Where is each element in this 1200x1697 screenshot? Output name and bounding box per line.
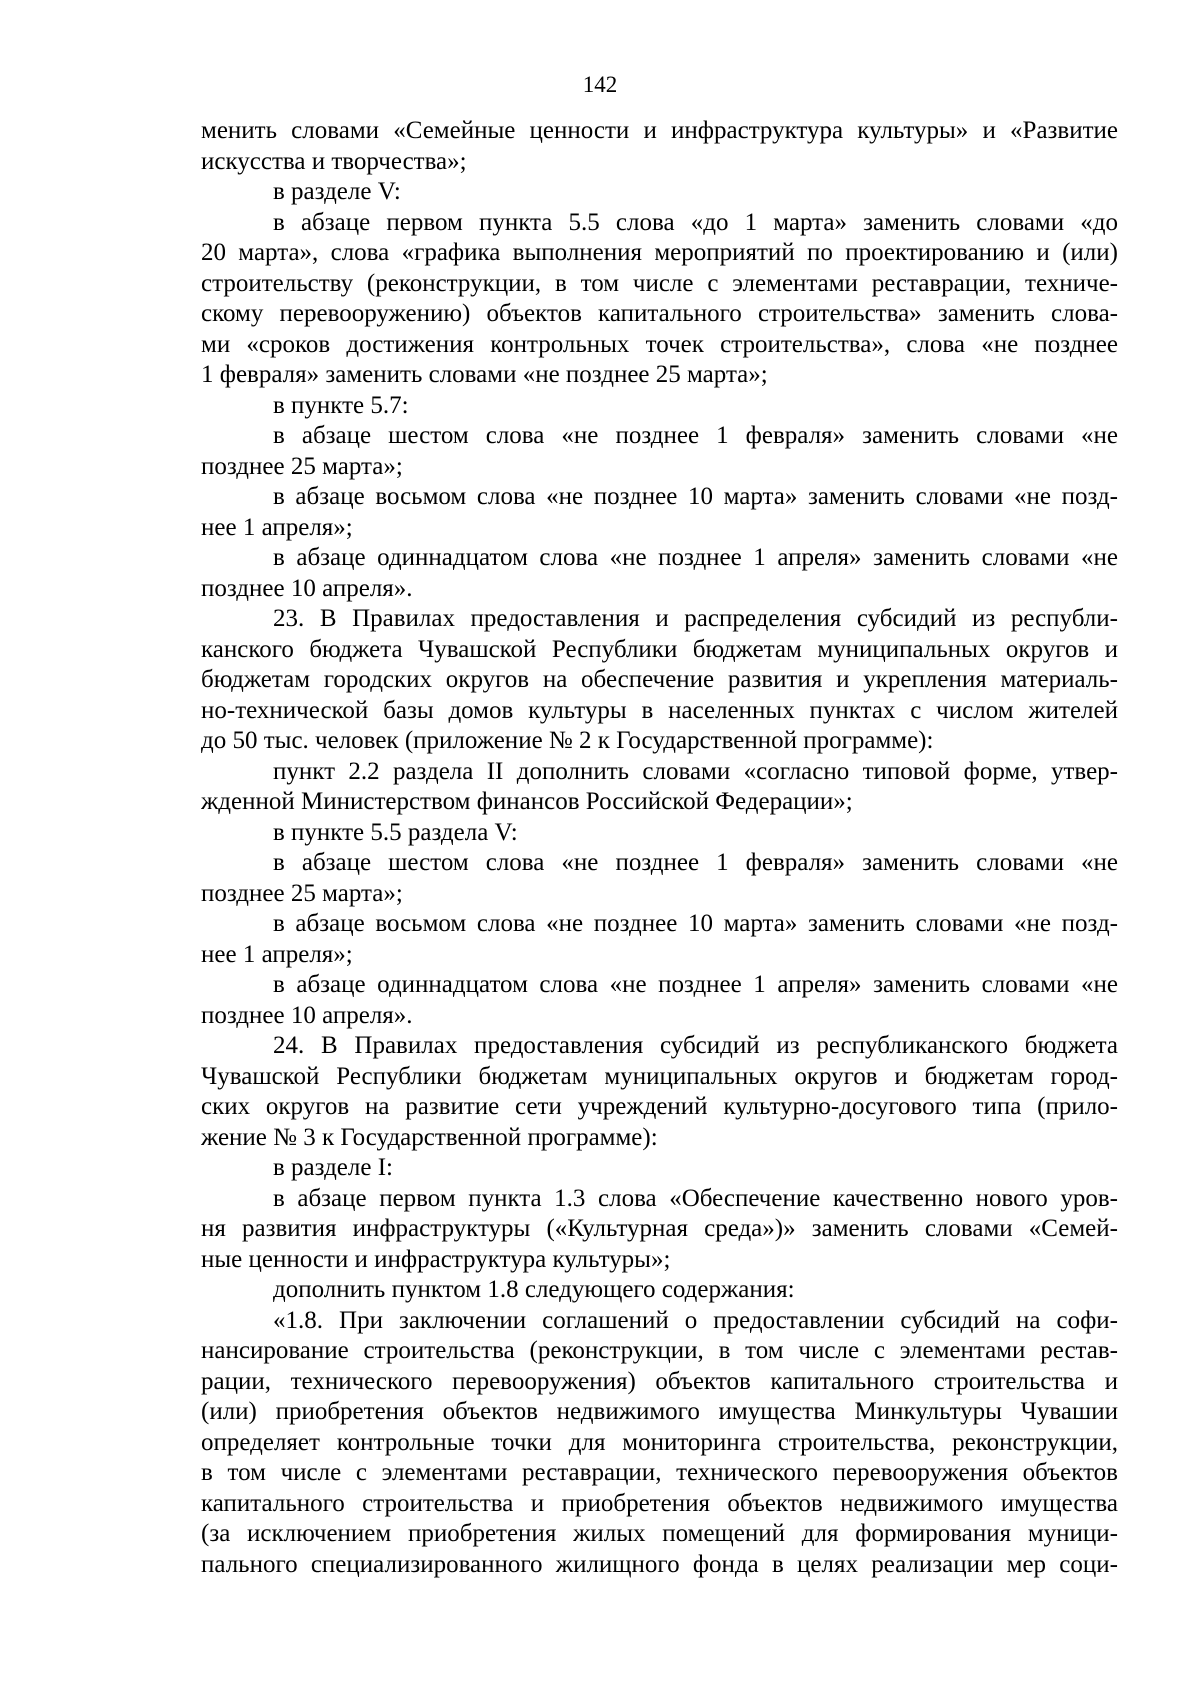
text-line: в абзаце первом пункта 1.3 слова «Обеспечение качественно нового уров- xyxy=(273,1184,1118,1212)
text-line: позднее 25 марта»; xyxy=(201,879,403,907)
text-line: в том числе с элементами реставрации, технического перевооружения объектов xyxy=(201,1459,1118,1486)
text-line: позднее 10 апреля». xyxy=(201,574,413,602)
text-line: ные ценности и инфраструктура культуры»; xyxy=(201,1245,671,1273)
text-line: бюджетам городских округов на обеспечение развития и укрепления материаль- xyxy=(201,666,1118,693)
text-line: капитального строительства и приобретения объектов недвижимого имущества xyxy=(201,1489,1118,1517)
text-line: ми «сроков достижения контрольных точек строительства», слова «не позднее xyxy=(201,330,1118,358)
text-line: в абзаце шестом слова «не позднее 1 февраля» заменить словами «не xyxy=(273,422,1118,449)
text-line: в абзаце восьмом слова «не позднее 10 марта» заменить словами «не позд- xyxy=(273,910,1118,937)
text-line: в разделе V: xyxy=(273,178,401,205)
text-line: жденной Министерством финансов Российской Федерации»; xyxy=(201,788,853,815)
text-line: до 50 тыс. человек (приложение № 2 к Государственной программе): xyxy=(201,727,934,754)
text-line: искусства и творчества»; xyxy=(201,147,467,175)
text-line: (или) приобретения объектов недвижимого имущества Минкультуры Чувашии xyxy=(201,1398,1118,1425)
text-line: «1.8. При заключении соглашений о предоставлении субсидий на софи- xyxy=(273,1306,1118,1334)
text-line: жение № 3 к Государственной программе): xyxy=(201,1123,658,1151)
text-line: но-технической базы домов культуры в населенных пунктах с числом жителей xyxy=(201,696,1118,724)
text-line: пального специализированного жилищного фонда в целях реализации мер соци- xyxy=(201,1550,1118,1578)
text-line: в абзаце первом пункта 5.5 слова «до 1 марта» заменить словами «до xyxy=(273,208,1118,236)
body-text xyxy=(201,116,1118,1580)
text-line: нее 1 апреля»; xyxy=(201,940,353,968)
text-line: позднее 25 марта»; xyxy=(201,452,403,480)
text-line: 24. В Правилах предоставления субсидий из республиканского бюджета xyxy=(273,1032,1118,1059)
text-line: 23. В Правилах предоставления и распределения субсидий из республи- xyxy=(273,605,1118,632)
text-line: 20 марта», слова «графика выполнения мероприятий по проектированию и (или) xyxy=(201,239,1118,266)
text-line: (за исключением приобретения жилых помещений для формирования муници- xyxy=(201,1520,1118,1547)
text-line: менить словами «Семейные ценности и инфраструктура культуры» и «Развитие xyxy=(201,117,1118,144)
text-line: канского бюджета Чувашской Республики бюджетам муниципальных округов и xyxy=(201,635,1118,663)
text-line: позднее 10 апреля». xyxy=(201,1001,413,1029)
text-line: рации, технического перевооружения) объектов капитального строительства и xyxy=(201,1367,1118,1395)
text-line: в абзаце одиннадцатом слова «не позднее 1 апреля» заменить словами «не xyxy=(273,544,1118,571)
text-line: 1 февраля» заменить словами «не позднее 25 марта»; xyxy=(201,361,768,388)
text-line: в абзаце одиннадцатом слова «не позднее 1 апреля» заменить словами «не xyxy=(273,971,1118,998)
text-line: в пункте 5.7: xyxy=(273,391,409,419)
text-line: строительству (реконструкции, в том числе с элементами реставрации, техниче- xyxy=(201,269,1118,297)
text-line: Чувашской Республики бюджетам муниципальных округов и бюджетам город- xyxy=(201,1062,1118,1090)
text-line: определяет контрольные точки для мониторинга строительства, реконструкции, xyxy=(201,1428,1118,1456)
text-line: в пункте 5.5 раздела V: xyxy=(273,818,518,846)
text-line: скому перевооружению) объектов капитального строительства» заменить слова- xyxy=(201,300,1118,327)
text-line: в разделе I: xyxy=(273,1154,393,1181)
text-line: ских округов на развитие сети учреждений культурно-досугового типа (прило- xyxy=(201,1093,1118,1120)
text-line: ня развития инфраструктуры («Культурная среда»)» заменить словами «Семей- xyxy=(201,1215,1118,1242)
page-number: 142 xyxy=(582,72,618,97)
text-line: пункт 2.2 раздела II дополнить словами «согласно типовой форме, утвер- xyxy=(273,757,1118,785)
text-line: дополнить пунктом 1.8 следующего содержания: xyxy=(273,1276,795,1303)
text-line: нансирование строительства (реконструкции, в том числе с элементами рестав- xyxy=(201,1337,1118,1364)
text-line: в абзаце шестом слова «не позднее 1 февраля» заменить словами «не xyxy=(273,849,1118,876)
text-line: в абзаце восьмом слова «не позднее 10 марта» заменить словами «не позд- xyxy=(273,483,1118,510)
text-line: нее 1 апреля»; xyxy=(201,513,353,541)
